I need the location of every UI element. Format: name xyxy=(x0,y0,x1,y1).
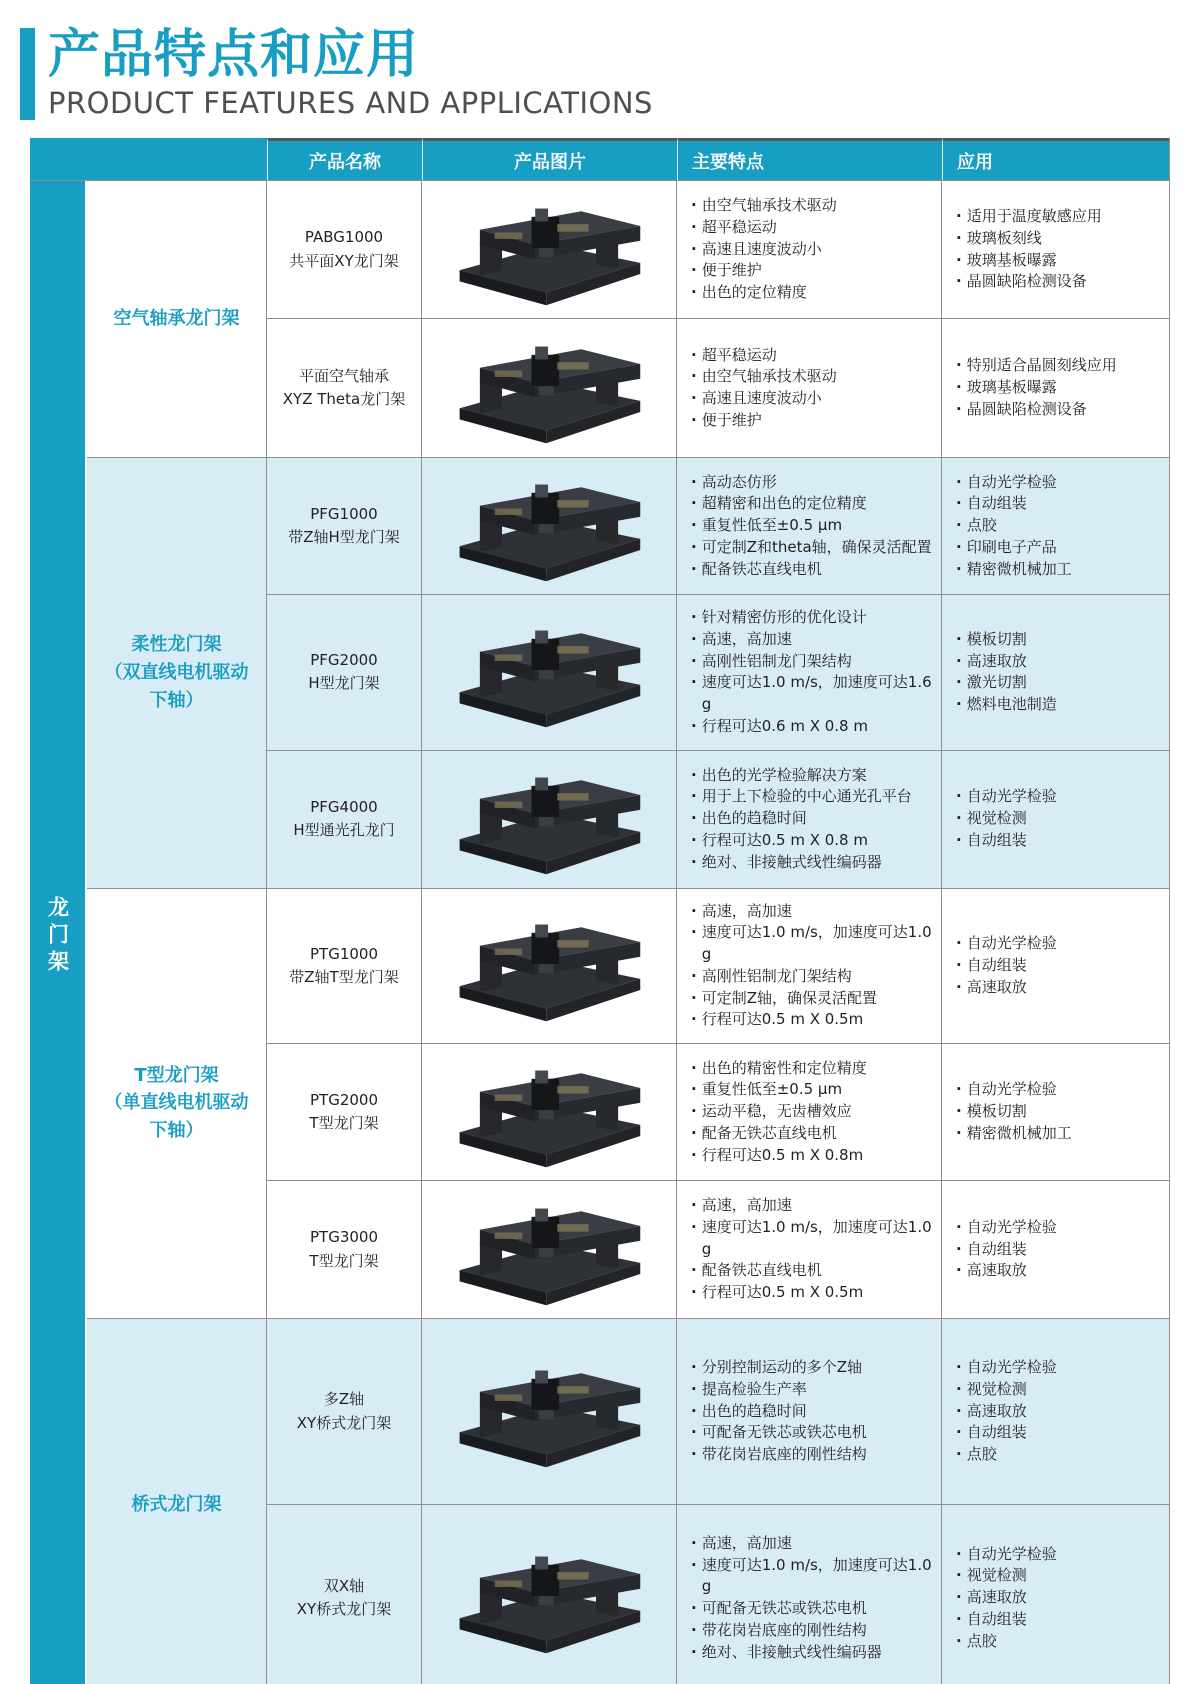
product-name: PTG3000 T型龙门架 xyxy=(267,1181,422,1318)
features-list: · 高速，高加速 · 速度可达1.0 m/s，加速度可达1.0 g · 高刚性铝制龙门架结构 · 可定制Z轴，确保灵活配置 · 行程可达0.5 m X 0.5m xyxy=(677,889,942,1044)
product-name: 平面空气轴承 XYZ Theta龙门架 xyxy=(267,319,422,457)
features-list: · 针对精密仿形的优化设计 · 高速，高加速 · 高刚性铝制龙门架结构 · 速度可达1.0 m/s，加速度可达1.6 g · 行程可达0.6 m X 0.8 m xyxy=(677,595,942,750)
table-header-corner xyxy=(30,138,267,180)
column-header-main-features: 主要特点 xyxy=(677,138,942,180)
table-row xyxy=(267,751,1169,888)
applications-list: · 自动光学检验 · 自动组装 · 高速取放 xyxy=(942,1181,1169,1318)
table-row xyxy=(267,1181,1169,1318)
table-row xyxy=(267,1044,1169,1181)
table-body xyxy=(30,180,1169,1684)
table-row xyxy=(267,319,1169,457)
category-cell: 空气轴承龙门架 xyxy=(87,181,267,457)
gantry-machine-illustration xyxy=(443,1350,655,1474)
features-list: · 分别控制运动的多个Z轴 · 提高检验生产率 · 出色的趋稳时间 · 可配备无铁芯或铁芯电机 · 带花岗岩底座的刚性结构 xyxy=(677,1319,942,1504)
category-group-products xyxy=(267,181,1169,457)
applications-list: · 适用于温度敏感应用 · 玻璃板刻线 · 玻璃基板曝露 · 晶圆缺陷检测设备 xyxy=(942,181,1169,318)
features-list: · 由空气轴承技术驱动 · 超平稳运动 · 高速且速度波动小 · 便于维护 · 出色的定位精度 xyxy=(677,181,942,318)
gantry-machine-illustration xyxy=(443,904,655,1028)
side-strip-label: 龙门架 xyxy=(45,895,70,977)
product-photo xyxy=(422,595,677,750)
gantry-machine-illustration xyxy=(443,188,655,312)
gantry-machine-illustration xyxy=(443,610,655,734)
features-list: · 高速，高加速 · 速度可达1.0 m/s，加速度可达1.0 g · 配备铁芯直线电机 · 行程可达0.5 m X 0.5m xyxy=(677,1181,942,1318)
product-name: PFG2000 H型龙门架 xyxy=(267,595,422,750)
product-photo xyxy=(422,1044,677,1180)
product-name: PABG1000 共平面XY龙门架 xyxy=(267,181,422,318)
table-row xyxy=(267,1319,1169,1505)
product-table xyxy=(30,138,1170,1684)
product-photo xyxy=(422,1505,677,1684)
applications-list: · 特别适合晶圆刻线应用 · 玻璃基板曝露 · 晶圆缺陷检测设备 xyxy=(942,319,1169,457)
product-photo xyxy=(422,889,677,1044)
features-list: · 出色的光学检验解决方案 · 用于上下检验的中心通光孔平台 · 出色的趋稳时间 · 行程可达0.5 m X 0.8 m · 绝对、非接触式线性编码器 xyxy=(677,751,942,888)
applications-list: · 自动光学检验 · 视觉检测 · 高速取放 · 自动组装 · 点胶 xyxy=(942,1505,1169,1684)
table-header-row xyxy=(30,138,1169,180)
page-title: 产品特点和应用 xyxy=(48,25,420,85)
category-cell: T型龙门架 （单直线电机驱动 下轴） xyxy=(87,889,267,1319)
category-group-products xyxy=(267,889,1169,1319)
gantry-machine-illustration xyxy=(443,1050,655,1174)
title-block xyxy=(48,25,653,121)
applications-list: · 自动光学检验 · 视觉检测 · 高速取放 · 自动组装 · 点胶 xyxy=(942,1319,1169,1504)
table-row xyxy=(267,181,1169,319)
table-body-groups xyxy=(85,181,1169,1684)
applications-list: · 自动光学检验 · 自动组装 · 高速取放 xyxy=(942,889,1169,1044)
gantry-machine-illustration xyxy=(443,464,655,588)
product-name: 双X轴 XY桥式龙门架 xyxy=(267,1505,422,1684)
gantry-machine-illustration xyxy=(443,757,655,881)
applications-list: · 模板切割 · 高速取放 · 激光切割 · 燃料电池制造 xyxy=(942,595,1169,750)
features-list: · 高速，高加速 · 速度可达1.0 m/s，加速度可达1.0 g · 可配备无铁芯或铁芯电机 · 带花岗岩底座的刚性结构 · 绝对、非接触式线性编码器 xyxy=(677,1505,942,1684)
table-row xyxy=(267,1505,1169,1684)
gantry-machine-illustration xyxy=(443,1536,655,1660)
product-photo xyxy=(422,1319,677,1504)
category-group-row xyxy=(87,1319,1169,1684)
table-row xyxy=(267,595,1169,751)
product-photo xyxy=(422,751,677,888)
product-name: 多Z轴 XY桥式龙门架 xyxy=(267,1319,422,1504)
product-name: PTG2000 T型龙门架 xyxy=(267,1044,422,1180)
category-group-products xyxy=(267,458,1169,888)
page-header xyxy=(20,25,1170,121)
product-photo xyxy=(422,458,677,594)
title-accent-bar xyxy=(20,28,35,120)
column-header-product-image: 产品图片 xyxy=(422,138,677,180)
category-group-row xyxy=(87,458,1169,889)
product-name: PFG4000 H型通光孔龙门 xyxy=(267,751,422,888)
table-row xyxy=(267,458,1169,595)
category-group-row xyxy=(87,181,1169,458)
product-photo xyxy=(422,1181,677,1318)
table-row xyxy=(267,889,1169,1045)
features-list: · 高动态仿形 · 超精密和出色的定位精度 · 重复性低至±0.5 μm · 可定制Z和theta轴，确保灵活配置 · 配备铁芯直线电机 xyxy=(677,458,942,594)
product-name: PTG1000 带Z轴T型龙门架 xyxy=(267,889,422,1044)
category-group-row xyxy=(87,889,1169,1320)
product-photo xyxy=(422,181,677,318)
gantry-machine-illustration xyxy=(443,1188,655,1312)
applications-list: · 自动光学检验 · 模板切割 · 精密微机械加工 xyxy=(942,1044,1169,1180)
product-photo xyxy=(422,319,677,457)
page-subtitle: PRODUCT FEATURES AND APPLICATIONS xyxy=(48,86,653,121)
column-header-applications: 应用 xyxy=(942,138,1169,180)
applications-list: · 自动光学检验 · 自动组装 · 点胶 · 印刷电子产品 · 精密微机械加工 xyxy=(942,458,1169,594)
features-list: · 出色的精密性和定位精度 · 重复性低至±0.5 μm · 运动平稳，无齿槽效应 · 配备无铁芯直线电机 · 行程可达0.5 m X 0.8m xyxy=(677,1044,942,1180)
column-header-product-name: 产品名称 xyxy=(267,138,422,180)
product-name: PFG1000 带Z轴H型龙门架 xyxy=(267,458,422,594)
applications-list: · 自动光学检验 · 视觉检测 · 自动组装 xyxy=(942,751,1169,888)
category-group-products xyxy=(267,1319,1169,1684)
category-cell: 柔性龙门架 （双直线电机驱动 下轴） xyxy=(87,458,267,888)
features-list: · 超平稳运动 · 由空气轴承技术驱动 · 高速且速度波动小 · 便于维护 xyxy=(677,319,942,457)
category-cell: 桥式龙门架 xyxy=(87,1319,267,1684)
gantry-machine-illustration xyxy=(443,326,655,450)
side-strip xyxy=(30,181,85,1684)
